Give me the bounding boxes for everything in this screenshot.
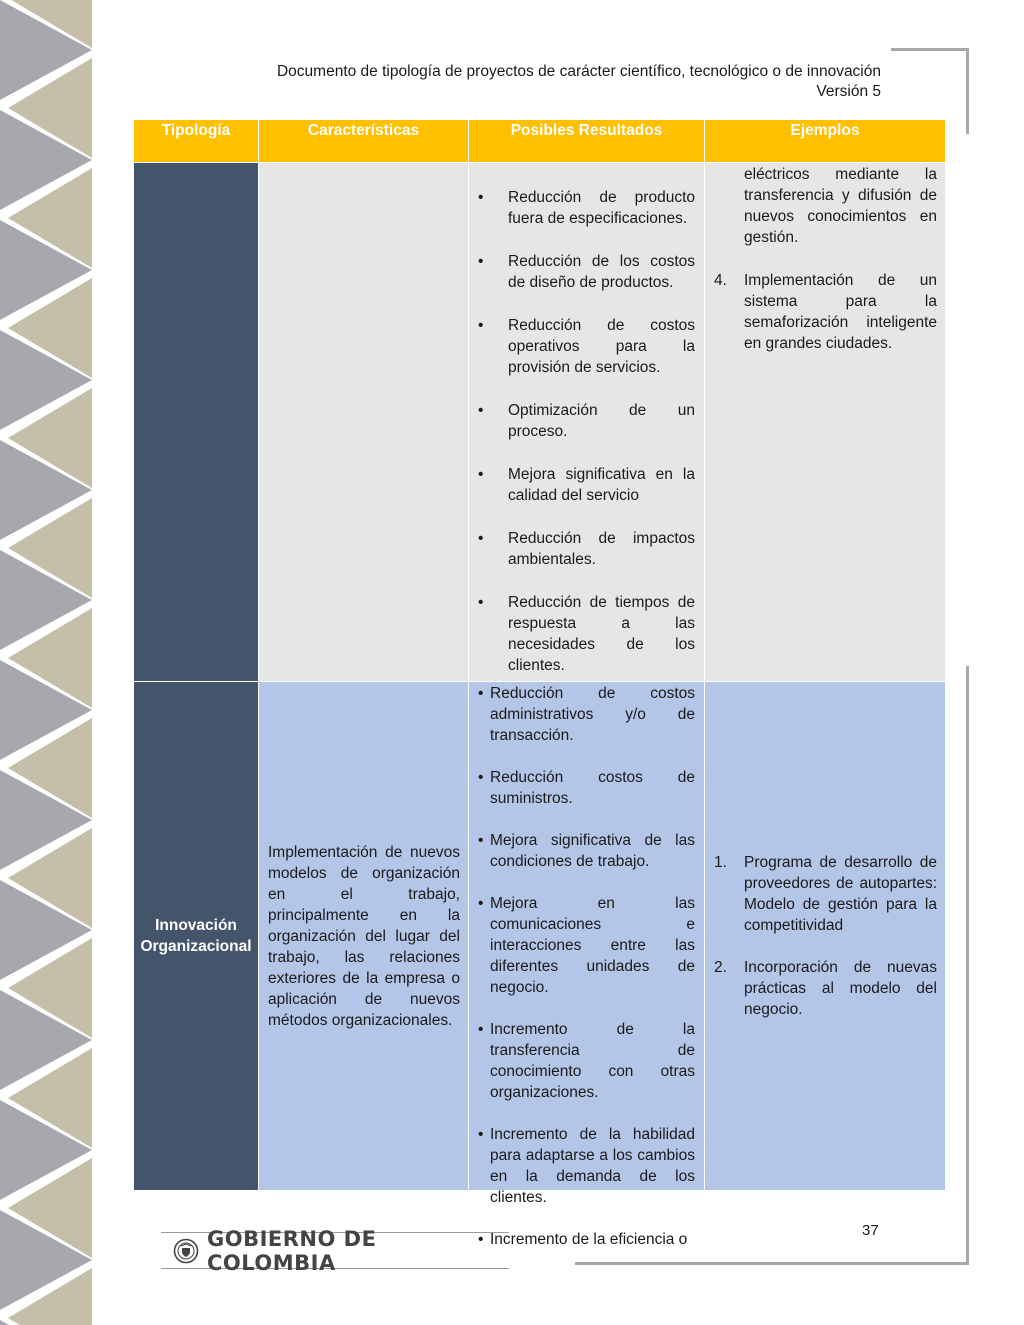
list-item: [714, 957, 937, 1020]
caracteristicas-cell: [259, 163, 469, 682]
list-item: [478, 1019, 695, 1103]
list-item: [478, 528, 695, 570]
bullet-icon: •: [478, 685, 484, 702]
resultados-list: [469, 163, 704, 676]
resultados-list: [469, 682, 704, 1250]
ejemplos-cell: [705, 682, 946, 1191]
list-item: [478, 400, 695, 442]
header-title: Documento de tipología de proyectos de carácter científico, tecnológico o de innovación: [276, 63, 881, 80]
bullet-icon: •: [478, 769, 484, 786]
list-item: [478, 767, 695, 809]
list-item-text: Incorporación de nuevas prácticas al modelo del negocio.: [744, 959, 937, 1018]
ejemplos-list: [705, 852, 945, 1020]
list-item: [478, 592, 695, 676]
list-item-text: Reducción de costos administrativos y/o de transacción.: [490, 685, 695, 744]
list-number: 2.: [714, 959, 727, 976]
bullet-icon: •: [478, 189, 484, 206]
list-item-text: Reducción de producto fuera de especificaciones.: [508, 189, 695, 227]
list-item-text: Programa de desarrollo de proveedores de autopartes: Modelo de gestión para la competitividad: [744, 854, 937, 934]
bullet-icon: •: [478, 1231, 484, 1248]
ejemplos-cell: [705, 163, 946, 682]
list-item: [478, 830, 695, 872]
resultados-cell: [469, 682, 705, 1248]
caracteristicas-text: Implementación de nuevos modelos de organización en el trabajo, principalmente en la organización del lugar del trabajo, las relaciones exteriores de la empresa o aplicación de nuevos métodos organizacionales.: [268, 843, 460, 1029]
list-item-text: Mejora significativa en la calidad del servicio: [508, 466, 695, 504]
list-item-text: Optimización de un proceso.: [508, 402, 695, 440]
list-item: [478, 251, 695, 293]
bullet-icon: •: [478, 466, 484, 483]
column-header-ejemplos: Ejemplos: [705, 120, 946, 163]
list-number: 1.: [714, 854, 727, 871]
bullet-icon: •: [478, 594, 484, 611]
bullet-icon: •: [478, 895, 484, 912]
list-item-text: Reducción costos de suministros.: [490, 769, 695, 807]
gobierno-logo: [161, 1226, 509, 1275]
column-header-tipologia: Tipología: [134, 120, 259, 163]
list-item: [478, 1124, 695, 1208]
tipologia-cell: Innovación Organizacional: [134, 682, 259, 1191]
list-item-text: Mejora en las comunicaciones e interacciones entre las diferentes unidades de negocio.: [490, 895, 695, 996]
list-item-text: Reducción de tiempos de respuesta a las necesidades de los clientes.: [508, 594, 695, 674]
table-row: [134, 163, 946, 682]
list-item: [714, 270, 937, 354]
bullet-icon: •: [478, 1021, 484, 1038]
bullet-icon: •: [478, 402, 484, 419]
list-item: [478, 683, 695, 746]
list-item-text: Reducción de impactos ambientales.: [508, 530, 695, 568]
list-item: [478, 315, 695, 378]
ejemplos-continuation: eléctricos mediante la transferencia y difusión de nuevos conocimientos en gestión.: [744, 166, 937, 246]
page-frame-bottom-line: [575, 1262, 969, 1265]
column-header-caracteristicas: Características: [259, 120, 469, 163]
logo-text: GOBIERNO DE COLOMBIA: [207, 1226, 377, 1275]
list-item-text: Mejora significativa de las condiciones de trabajo.: [490, 832, 695, 870]
list-item-text: Incremento de la transferencia de conocimiento con otras organizaciones.: [490, 1021, 695, 1101]
list-item: [478, 464, 695, 506]
header-version: Versión 5: [816, 83, 881, 100]
bullet-icon: •: [478, 1126, 484, 1143]
list-item: [478, 893, 695, 998]
decorative-chevron-band: [0, 0, 92, 1325]
list-item-text: Reducción de costos operativos para la provisión de servicios.: [508, 317, 695, 376]
list-item: [478, 1229, 695, 1250]
tipologia-cell: [134, 163, 259, 682]
list-number: 4.: [714, 272, 727, 289]
table-header-row: [134, 120, 946, 163]
resultados-cell: [469, 163, 705, 682]
caracteristicas-cell: [259, 682, 469, 1191]
table-row: [134, 682, 946, 1191]
document-header: [277, 62, 881, 102]
bullet-icon: •: [478, 530, 484, 547]
list-item-text: Implementación de un sistema para la semaforización inteligente en grandes ciudades.: [744, 272, 937, 352]
list-item: [478, 187, 695, 229]
ejemplos-list: [705, 248, 945, 354]
coat-of-arms-icon: [173, 1238, 199, 1264]
list-item-text: Reducción de los costos de diseño de productos.: [508, 253, 695, 291]
page-number: 37: [862, 1222, 879, 1239]
bullet-icon: •: [478, 253, 484, 270]
column-header-resultados: Posibles Resultados: [469, 120, 705, 163]
bullet-icon: •: [478, 832, 484, 849]
list-item-text: Incremento de la habilidad para adaptarse a los cambios en la demanda de los clientes.: [490, 1126, 695, 1206]
list-item: [714, 852, 937, 936]
page-frame-right-line: [966, 666, 969, 1265]
list-item-text: Incremento de la eficiencia o: [490, 1231, 688, 1248]
bullet-icon: •: [478, 317, 484, 334]
